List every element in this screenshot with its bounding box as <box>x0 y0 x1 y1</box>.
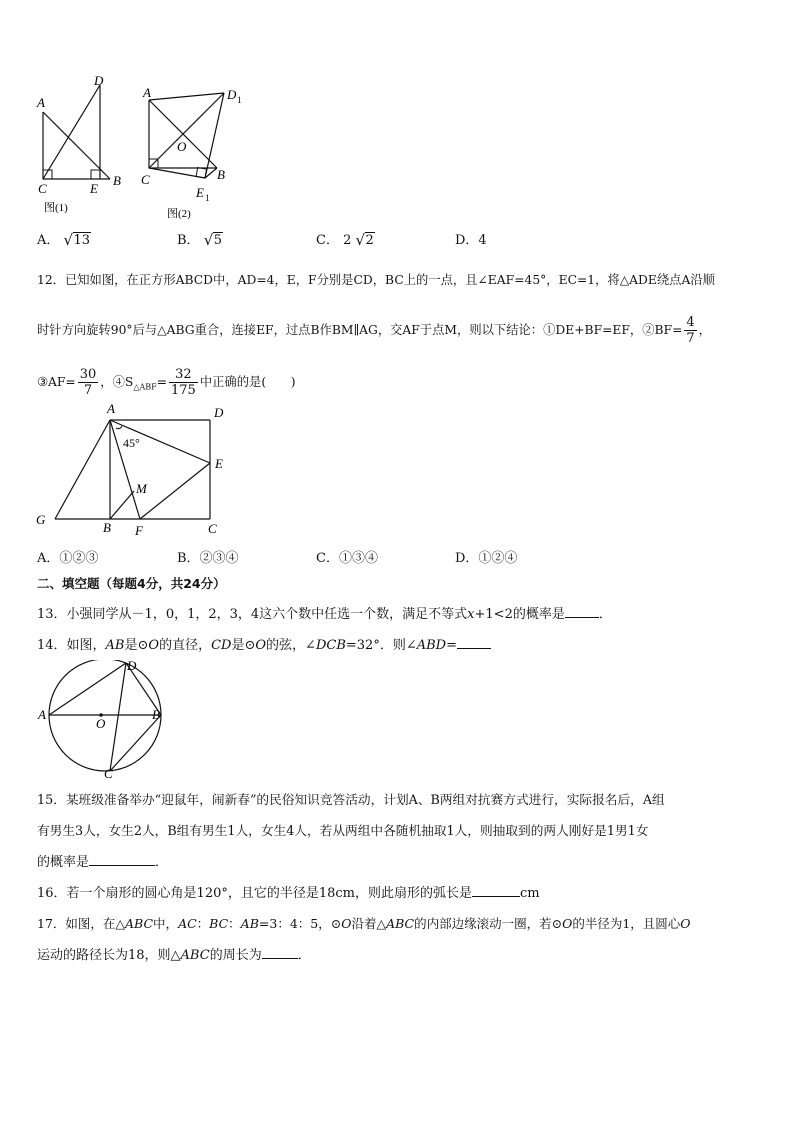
q14-label-a: A <box>38 707 46 722</box>
q14-o2: O <box>255 638 267 653</box>
sqrt-icon: √ 2 <box>355 231 374 249</box>
fig2-label-d1-sub: 1 <box>237 95 242 105</box>
q15-line-3-text: 的概率是 <box>37 855 90 870</box>
q11-choice-a <box>37 232 91 250</box>
q17-end: ． <box>297 948 311 963</box>
q17-abc3: ABC <box>180 948 210 963</box>
q11-choice-b-prefix: B． <box>177 233 200 248</box>
q17-t2: 中， <box>153 916 179 931</box>
q11-choice-c-value: 2 <box>365 233 374 248</box>
q11-choice-a-value: 13 <box>73 233 91 248</box>
q17-ac: AC <box>178 916 197 931</box>
q13-text-pre: 13．小强同学从－1，0，1，2，3，4这六个数中任选一个数，满足不等式 <box>37 607 468 622</box>
q12-label-e: E <box>215 456 223 471</box>
fig2-label-o: O <box>177 139 187 154</box>
q13-answer-blank[interactable] <box>565 605 599 618</box>
q12-choice-b: B．②③④ <box>177 551 239 566</box>
q14-ab: AB <box>105 638 125 653</box>
q11-choice-b <box>177 232 223 250</box>
q12-label-m: M <box>136 481 147 496</box>
q14-text-7: = <box>446 638 457 653</box>
q14-text-4: 是⊙ <box>231 638 256 653</box>
q17-t4: ： <box>228 916 241 931</box>
fig2-label-e1: E <box>196 185 204 200</box>
q14-o1: O <box>148 638 160 653</box>
q14-text-5: 的弦，∠ <box>266 638 316 653</box>
q17-ab: AB <box>240 916 259 931</box>
af-numerator: 30 <box>79 367 97 382</box>
q12-choice-d: D．①②④ <box>455 551 518 566</box>
q11-choice-d: D．4 <box>455 233 487 248</box>
q14-cd: CD <box>211 638 232 653</box>
sqrt-icon: √ 5 <box>203 231 222 249</box>
q17-t3: ： <box>196 916 210 931</box>
q17-t1: 17．如图，在△ <box>37 916 126 931</box>
q17-line-1 <box>37 915 691 933</box>
q12-equals: = <box>156 375 167 389</box>
q17-abc1: ABC <box>125 916 154 931</box>
fig1-label-b: B <box>113 173 121 188</box>
q13-line <box>37 605 612 624</box>
q14-figure <box>30 660 170 782</box>
q17-o2: O <box>562 916 573 931</box>
q11-choice-c-prefix: C． <box>316 233 339 248</box>
q16-answer-blank[interactable] <box>472 884 520 897</box>
q14-text-3: 的直径， <box>159 638 212 653</box>
q14-abd: ABD <box>416 638 447 653</box>
q12-line-2-end: ， <box>698 323 711 337</box>
fig1-label-d: D <box>94 73 104 88</box>
q17-bc: BC <box>209 916 229 931</box>
q17-o3: O <box>680 916 691 931</box>
q14-line <box>37 636 491 655</box>
bf-numerator: 4 <box>686 315 695 330</box>
q17-o1: O <box>341 916 352 931</box>
q13-text-post: +1<2的概率是 <box>474 607 565 622</box>
q16-unit: cm <box>520 886 540 901</box>
q11-choice-c <box>316 232 375 250</box>
q16-line <box>37 884 540 903</box>
fraction-af <box>78 367 99 398</box>
q14-label-c: C <box>104 766 113 781</box>
q11-choice-b-value: 5 <box>213 233 222 248</box>
q12-choice-c: C．①③④ <box>316 551 378 566</box>
s-numerator: 32 <box>169 367 198 383</box>
q17-line-2 <box>37 946 311 965</box>
q15-line-3 <box>37 853 168 872</box>
q14-answer-blank[interactable] <box>457 636 491 649</box>
fig1-label-e: E <box>90 181 98 196</box>
q15-end: ． <box>155 855 169 870</box>
bf-denominator: 7 <box>686 331 695 346</box>
q12-s-label: ，④S <box>100 375 134 389</box>
q12-label-f: F <box>135 523 143 538</box>
fig2-label-b: B <box>217 167 225 182</box>
q12-label-g: G <box>36 512 46 527</box>
q17-t7: 的内部边缘滚动一圈，若⊙ <box>414 916 563 931</box>
fig2-label-c: C <box>141 172 150 187</box>
q12-label-a: A <box>107 401 115 416</box>
q14-label-o: O <box>96 716 106 731</box>
fraction-s <box>169 367 198 398</box>
q14-label-d: D <box>127 660 137 673</box>
q12-figure <box>30 400 240 540</box>
q17-t6: 沿着△ <box>351 916 387 931</box>
q11-choice-a-prefix: A． <box>37 233 60 248</box>
q17-abc2: ABC <box>386 916 415 931</box>
q11-choice-c-coef: 2 <box>343 233 352 248</box>
af-denominator: 7 <box>83 383 93 398</box>
q12-line-2-text: 时针方向旋转90°后与△ABG重合，连接EF，过点B作BM∥AG，交AF于点M，则以下结论：①DE+BF=EF，②BF= <box>37 323 683 337</box>
fig2-label-d1: D <box>227 87 237 102</box>
fig2-caption: 图(2) <box>167 208 191 220</box>
q14-label-b: B <box>152 707 160 722</box>
q12-question-end: 中正确的是( ) <box>199 375 296 389</box>
fig1-label-c: C <box>38 181 47 196</box>
s-denominator: 175 <box>171 383 196 398</box>
q14-text-6: =32°．则∠ <box>345 638 417 653</box>
q17-t9: 运动的路径长为18，则△ <box>37 948 181 963</box>
q13-end: ． <box>598 607 612 622</box>
q15-line-1: 15．某班级准备举办“迎鼠年，闹新春”的民俗知识竞答活动，计划A、B两组对抗赛方式进行，实际报名后，A组 <box>37 792 665 807</box>
q16-text: 16．若一个扇形的圆心角是120°，且它的半径是18cm，则此扇形的弧长是 <box>37 886 473 901</box>
fraction-bf <box>684 315 696 346</box>
q17-t5: =3：4：5，⊙ <box>258 916 342 931</box>
q11-figure-2 <box>135 80 255 220</box>
q17-t8: 的半径为1，且圆心 <box>572 916 681 931</box>
q15-line-2: 有男生3人，女生2人，B组有男生1人，女生4人，若从两组中各随机抽取1人，则抽取到的两人刚好是1男1女 <box>37 823 649 838</box>
q12-label-c: C <box>208 521 217 536</box>
q17-t10: 的周长为 <box>209 948 262 963</box>
q12-angle-label: 45° <box>123 436 140 450</box>
q12-line-2 <box>37 315 711 346</box>
q12-line-3 <box>37 367 296 398</box>
fig1-label-a: A <box>37 95 45 110</box>
q14-dcb: DCB <box>315 638 346 653</box>
section-2-heading: 二、填空题（每题4分，共24分） <box>37 576 226 591</box>
q12-label-d: D <box>214 405 224 420</box>
q12-af-label: ③AF= <box>37 375 76 389</box>
q11-figure-1 <box>30 72 130 217</box>
fig2-label-e1-sub: 1 <box>205 193 210 203</box>
q13-variable: x <box>467 607 475 622</box>
q12-choice-a: A．①②③ <box>37 551 99 566</box>
sqrt-icon: √ 13 <box>63 231 91 249</box>
q14-text-1: 14．如图， <box>37 638 106 653</box>
fig2-label-a: A <box>143 85 151 100</box>
q12-line-1: 12．已知如图，在正方形ABCD中，AD=4，E，F分别是CD，BC上的一点，且∠EAF=45°，EC=1，将△ADE绕点A沿顺 <box>37 273 715 287</box>
fig1-caption: 图(1) <box>44 202 68 214</box>
q14-text-2: 是⊙ <box>124 638 149 653</box>
q15-answer-blank[interactable] <box>89 853 155 866</box>
q12-label-b: B <box>103 520 111 535</box>
q17-answer-blank[interactable] <box>262 946 298 959</box>
q12-s-subscript: △ABF <box>133 382 157 392</box>
